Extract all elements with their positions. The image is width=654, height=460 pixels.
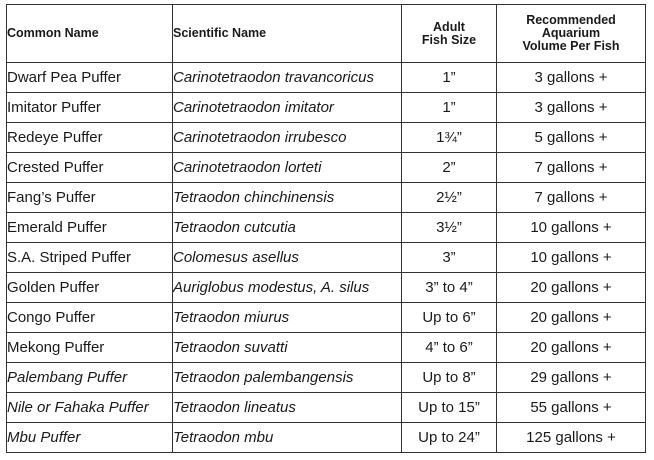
adult-size-cell: 3”: [402, 243, 497, 273]
volume-cell: 55 gallons +: [497, 393, 646, 423]
table-row: [7, 123, 646, 153]
common-name-cell: Golden Puffer: [7, 273, 173, 303]
table-row: [7, 363, 646, 393]
volume-cell: 5 gallons +: [497, 123, 646, 153]
common-name-cell: Dwarf Pea Puffer: [7, 63, 173, 93]
common-name-cell: Imitator Puffer: [7, 93, 173, 123]
scientific-name-cell: Carinotetraodon irrubesco: [173, 123, 402, 153]
header-scientific-name: [173, 5, 402, 63]
common-name-cell: Nile or Fahaka Puffer: [7, 393, 173, 423]
table-row: [7, 423, 646, 453]
common-name-cell: Congo Puffer: [7, 303, 173, 333]
puffer-aquarium-table: [6, 4, 646, 453]
scientific-name-cell: Carinotetraodon imitator: [173, 93, 402, 123]
scientific-name-cell: Carinotetraodon travancoricus: [173, 63, 402, 93]
adult-size-cell: 2½”: [402, 183, 497, 213]
scientific-name-cell: Auriglobus modestus, A. silus: [173, 273, 402, 303]
table-row: [7, 153, 646, 183]
volume-cell: 125 gallons +: [497, 423, 646, 453]
adult-size-cell: 3½”: [402, 213, 497, 243]
scientific-name-cell: Colomesus asellus: [173, 243, 402, 273]
scientific-name-cell: Tetraodon palembangensis: [173, 363, 402, 393]
table-body: [7, 63, 646, 453]
header-adult-size-line2: Fish Size: [421, 32, 477, 47]
scientific-name-cell: Tetraodon suvatti: [173, 333, 402, 363]
common-name-cell: Redeye Puffer: [7, 123, 173, 153]
table-row: [7, 213, 646, 243]
header-adult-size: [402, 5, 497, 63]
common-name-cell: Crested Puffer: [7, 153, 173, 183]
header-volume-line2: Aquarium: [541, 26, 601, 40]
volume-cell: 20 gallons +: [497, 273, 646, 303]
scientific-name-cell: Tetraodon mbu: [173, 423, 402, 453]
header-common-name-text: Common Name: [7, 26, 99, 40]
adult-size-cell: 1”: [402, 63, 497, 93]
adult-size-cell: 1”: [402, 93, 497, 123]
table-row: [7, 333, 646, 363]
header-volume: [497, 5, 646, 63]
scientific-name-cell: Tetraodon chinchinensis: [173, 183, 402, 213]
common-name-cell: Mekong Puffer: [7, 333, 173, 363]
adult-size-cell: Up to 24”: [402, 423, 497, 453]
common-name-cell: S.A. Striped Puffer: [7, 243, 173, 273]
table-row: [7, 93, 646, 123]
common-name-cell: Mbu Puffer: [7, 423, 173, 453]
table-row: [7, 183, 646, 213]
header-volume-line1: Recommended: [526, 13, 616, 27]
table-row: [7, 303, 646, 333]
volume-cell: 3 gallons +: [497, 93, 646, 123]
common-name-cell: Fang’s Puffer: [7, 183, 173, 213]
volume-cell: 29 gallons +: [497, 363, 646, 393]
adult-size-cell: Up to 8”: [402, 363, 497, 393]
adult-size-cell: 2”: [402, 153, 497, 183]
table-row: [7, 243, 646, 273]
adult-size-cell: Up to 6”: [402, 303, 497, 333]
common-name-cell: Palembang Puffer: [7, 363, 173, 393]
header-adult-size-line1: Adult: [433, 19, 465, 34]
scientific-name-cell: Carinotetraodon lorteti: [173, 153, 402, 183]
header-scientific-name-text: Scientific Name: [173, 26, 267, 40]
scientific-name-cell: Tetraodon cutcutia: [173, 213, 402, 243]
adult-size-cell: 1¾”: [402, 123, 497, 153]
header-common-name: [7, 5, 173, 63]
header-row: [7, 5, 646, 63]
volume-cell: 7 gallons +: [497, 183, 646, 213]
volume-cell: 3 gallons +: [497, 63, 646, 93]
volume-cell: 7 gallons +: [497, 153, 646, 183]
volume-cell: 20 gallons +: [497, 303, 646, 333]
scientific-name-cell: Tetraodon lineatus: [173, 393, 402, 423]
adult-size-cell: Up to 15”: [402, 393, 497, 423]
table-row: [7, 393, 646, 423]
volume-cell: 20 gallons +: [497, 333, 646, 363]
table-row: [7, 273, 646, 303]
adult-size-cell: 4” to 6”: [402, 333, 497, 363]
volume-cell: 10 gallons +: [497, 213, 646, 243]
header-volume-line3: Volume Per Fish: [522, 39, 620, 53]
scientific-name-cell: Tetraodon miurus: [173, 303, 402, 333]
volume-cell: 10 gallons +: [497, 243, 646, 273]
table-row: [7, 63, 646, 93]
common-name-cell: Emerald Puffer: [7, 213, 173, 243]
adult-size-cell: 3” to 4”: [402, 273, 497, 303]
